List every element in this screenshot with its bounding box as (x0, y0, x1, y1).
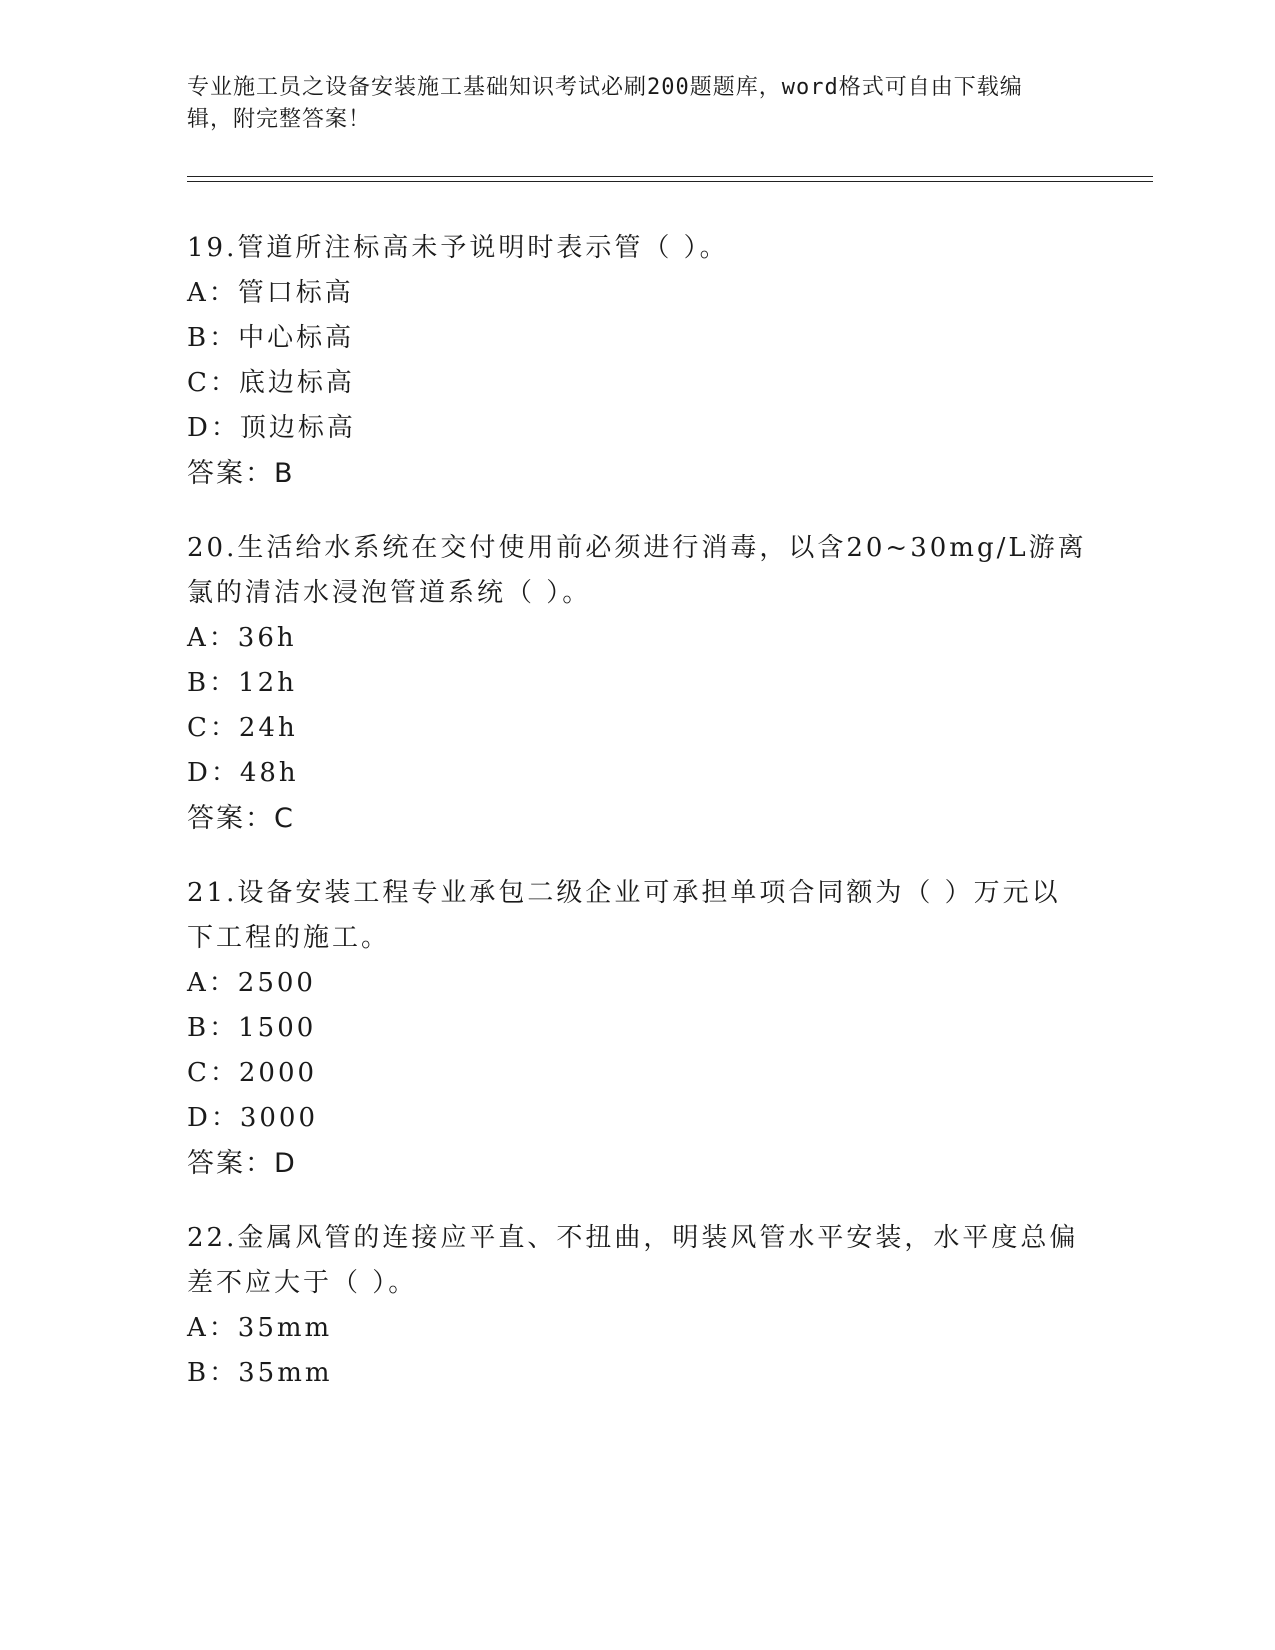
answer-label: 答案：B (187, 458, 295, 489)
option-d: D：顶边标高 (187, 413, 356, 443)
option-c: C：24h (187, 713, 298, 743)
header-divider-top (187, 176, 1153, 177)
header-divider-bottom (187, 181, 1153, 182)
option-a: A：35mm (187, 1313, 333, 1343)
document-header: 专业施工员之设备安装施工基础知识考试必刷200题题库，word格式可自由下载编辑，附完整答案！ (187, 75, 1023, 132)
question-20 (187, 526, 1087, 841)
option-d: D：3000 (187, 1103, 319, 1133)
question-text: 22.金属风管的连接应平直、不扭曲，明装风管水平安装，水平度总偏差不应大于（ ）。 (187, 1223, 1079, 1298)
option-b: B：中心标高 (187, 323, 355, 353)
option-b: B：12h (187, 668, 297, 698)
option-a: A：2500 (187, 968, 316, 998)
option-a: A：管口标高 (187, 278, 354, 308)
answer-label: 答案：D (187, 1148, 297, 1179)
question-text: 20.生活给水系统在交付使用前必须进行消毒，以含20~30mg/L游离氯的清洁水浸泡管道系统（ ）。 (187, 533, 1087, 608)
question-21 (187, 871, 1087, 1186)
question-text: 19.管道所注标高未予说明时表示管（ ）。 (187, 233, 729, 263)
option-b: B：1500 (187, 1013, 317, 1043)
option-b: B：35mm (187, 1358, 333, 1388)
question-22 (187, 1216, 1087, 1396)
question-list (187, 226, 1087, 1426)
option-d: D：48h (187, 758, 299, 788)
question-19 (187, 226, 1087, 496)
option-a: A：36h (187, 623, 297, 653)
option-c: C：底边标高 (187, 368, 355, 398)
question-text: 21.设备安装工程专业承包二级企业可承担单项合同额为（ ）万元以下工程的施工。 (187, 878, 1061, 953)
answer-label: 答案：C (187, 803, 295, 834)
option-c: C：2000 (187, 1058, 318, 1088)
